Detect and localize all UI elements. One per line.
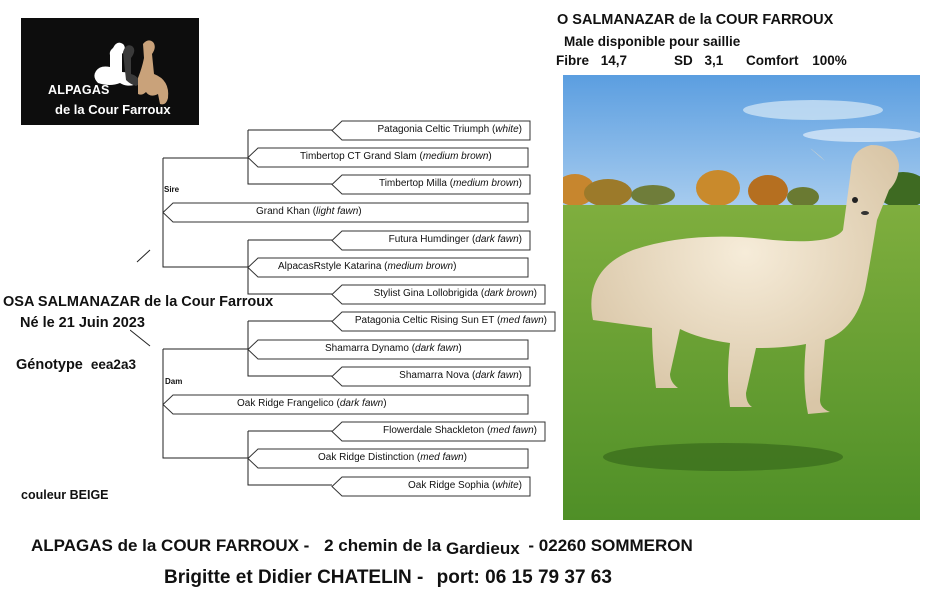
coat-color: couleur BEIGE <box>21 488 109 502</box>
comfort-label: Comfort <box>746 53 799 68</box>
sd-value: 3,1 <box>704 53 724 68</box>
alpaca-photo-image <box>563 75 920 520</box>
pedigree-box-dam-dam-dam <box>332 477 530 496</box>
pedigree-box-dam-dam-sire <box>332 422 545 441</box>
footer-street-name: Gardieux <box>445 539 520 558</box>
animal-name: OSA SALMANAZAR de la Cour Farroux <box>3 294 274 310</box>
pedigree-box-dam-sire <box>248 340 528 359</box>
sd-stat <box>674 53 723 68</box>
pedigree-box-sire <box>163 203 528 222</box>
page-title: O SALMANAZAR de la COUR FARROUX <box>557 12 834 28</box>
subtitle: Male disponible pour saillie <box>564 34 741 49</box>
pedigree-box-dam <box>163 395 528 414</box>
footer-address <box>31 536 693 556</box>
fibre-label: Fibre <box>556 53 590 68</box>
pedigree-box-dam-sire-dam <box>332 367 530 386</box>
pedigree-label: Shamarra Dynamo (dark fawn) <box>325 343 462 354</box>
pedigree-label: Flowerdale Shackleton (med fawn) <box>383 425 537 436</box>
logo-line2: de la Cour Farroux <box>55 102 171 117</box>
genotype <box>16 357 136 373</box>
pedigree-label: Timbertop CT Grand Slam (medium brown) <box>300 151 492 162</box>
footer-farm-name: ALPAGAS de la COUR FARROUX - <box>31 536 310 555</box>
pedigree-label: Stylist Gina Lollobrigida (dark brown) <box>373 288 537 299</box>
sire-label: Sire <box>164 185 180 194</box>
farm-logo <box>21 18 199 125</box>
logo-line1: ALPAGAS <box>48 83 110 97</box>
pedigree-label: Oak Ridge Sophia (white) <box>408 480 522 491</box>
comfort-stat <box>746 53 847 68</box>
pedigree-box-dam-sire-sire <box>332 312 555 331</box>
pedigree-box-sire-sire <box>248 148 528 167</box>
sd-label: SD <box>674 53 693 68</box>
pedigree-label: Patagonia Celtic Rising Sun ET (med fawn) <box>354 315 547 326</box>
pedigree-box-sire-dam-sire <box>332 231 530 250</box>
dam-label: Dam <box>165 377 183 386</box>
pedigree-box-sire-sire-dam <box>332 175 530 194</box>
pedigree-box-sire-sire-sire <box>332 121 530 140</box>
pedigree-label: Grand Khan (light fawn) <box>256 206 362 217</box>
fibre-stat <box>556 53 627 68</box>
birth-date: Né le 21 Juin 2023 <box>20 315 145 331</box>
pedigree-label: Patagonia Celtic Triumph (white) <box>377 124 522 135</box>
pedigree-box-sire-dam-dam <box>332 285 545 304</box>
genotype-value: eea2a3 <box>90 357 136 372</box>
pedigree-label: AlpacasRstyle Katarina (medium brown) <box>278 261 457 272</box>
comfort-value: 100% <box>812 53 847 68</box>
pedigree-box-dam-dam <box>248 449 528 468</box>
genotype-label: Génotype <box>16 357 83 373</box>
pedigree-label: Shamarra Nova (dark fawn) <box>399 370 522 381</box>
footer-street: 2 chemin de la <box>324 536 442 555</box>
pedigree-label: Timbertop Milla (medium brown) <box>378 178 522 189</box>
pedigree-label: Futura Humdinger (dark fawn) <box>388 234 522 245</box>
footer-postcode-city: - 02260 SOMMERON <box>528 536 693 555</box>
footer-phone: port: 06 15 79 37 63 <box>436 567 612 588</box>
pedigree-label: Oak Ridge Frangelico (dark fawn) <box>237 398 387 409</box>
fibre-value: 14,7 <box>600 53 628 68</box>
footer-owners: Brigitte et Didier CHATELIN - <box>164 567 424 588</box>
pedigree-box-sire-dam <box>248 258 528 277</box>
pedigree-label: Oak Ridge Distinction (med fawn) <box>318 452 467 463</box>
footer-contact <box>164 567 612 589</box>
alpaca-photo <box>563 75 920 520</box>
